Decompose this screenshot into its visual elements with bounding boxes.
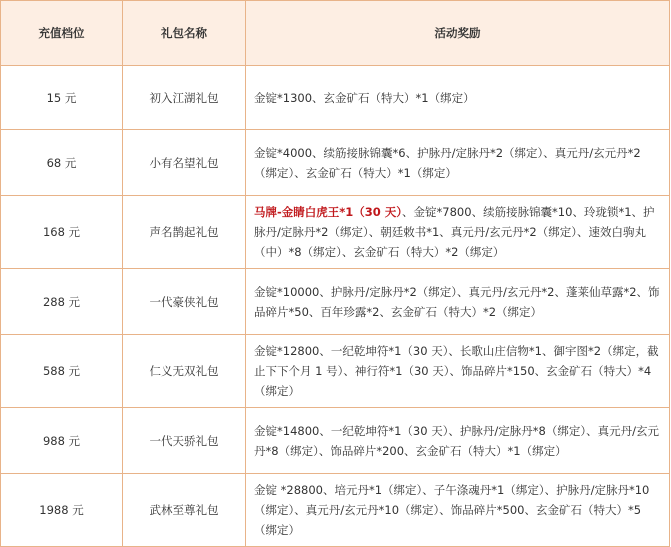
reward-cell — [246, 335, 670, 408]
package-cell: 声名鹊起礼包 — [123, 196, 246, 269]
tier-cell: 68 元 — [1, 130, 123, 196]
reward-cell — [246, 408, 670, 474]
reward-cell — [246, 269, 670, 335]
reward-text: 金锭 *28800、培元丹*1（绑定）、子午涤魂丹*1（绑定）、护脉丹/定脉丹*10（绑定）、真元丹/玄元丹*10（绑定）、饰品碎片*500、玄金矿石（特大）*5（绑定） — [254, 483, 650, 537]
table-row — [1, 130, 670, 196]
tier-cell: 1988 元 — [1, 474, 123, 547]
reward-text: 金锭*4000、续筋接脉锦囊*6、护脉丹/定脉丹*2（绑定）、真元丹/玄元丹*2（绑定）、玄金矿石（特大）*1（绑定） — [254, 145, 641, 180]
table-row — [1, 196, 670, 269]
reward-cell — [246, 130, 670, 196]
header-tier: 充值档位 — [1, 1, 123, 66]
reward-cell — [246, 66, 670, 130]
package-cell: 武林至尊礼包 — [123, 474, 246, 547]
package-cell: 仁义无双礼包 — [123, 335, 246, 408]
reward-text: 金锭*12800、一纪乾坤符*1（30 天）、长歌山庄信物*1、御宇图*2（绑定，截止下下个月 1 号）、神行符*1（30 天）、饰品碎片*150、玄金矿石（特大）*4（绑定） — [254, 344, 659, 398]
table-header-row — [1, 1, 670, 66]
reward-text: 金锭*10000、护脉丹/定脉丹*2（绑定）、真元丹/玄元丹*2、蓬莱仙草露*2、饰品碎片*50、百年珍露*2、玄金矿石（特大）*2（绑定） — [254, 284, 660, 319]
tier-cell: 168 元 — [1, 196, 123, 269]
package-cell: 一代天骄礼包 — [123, 408, 246, 474]
tier-cell: 588 元 — [1, 335, 123, 408]
table-row — [1, 474, 670, 547]
package-cell: 一代豪侠礼包 — [123, 269, 246, 335]
table-row — [1, 408, 670, 474]
header-package: 礼包名称 — [123, 1, 246, 66]
reward-text: 、金锭*7800、续筋接脉锦囊*10、玲珑锁*1、护脉丹/定脉丹*2（绑定）、朝廷敕书*1、真元丹/玄元丹*2（绑定）、速效白驹丸（中）*8（绑定）、玄金矿石（特大）*2（绑定） — [254, 205, 655, 259]
package-cell: 初入江湖礼包 — [123, 66, 246, 130]
table-row — [1, 269, 670, 335]
package-cell: 小有名望礼包 — [123, 130, 246, 196]
table-row — [1, 335, 670, 408]
tier-cell: 988 元 — [1, 408, 123, 474]
header-reward: 活动奖励 — [246, 1, 670, 66]
reward-cell — [246, 474, 670, 547]
table-row — [1, 66, 670, 130]
reward-cell — [246, 196, 670, 269]
tier-cell: 15 元 — [1, 66, 123, 130]
reward-text: 金锭*1300、玄金矿石（特大）*1（绑定） — [254, 90, 475, 105]
reward-text: 金锭*14800、一纪乾坤符*1（30 天）、护脉丹/定脉丹*8（绑定）、真元丹/玄元丹*8（绑定）、饰品碎片*200、玄金矿石（特大）*1（绑定） — [254, 423, 660, 458]
tier-cell: 288 元 — [1, 269, 123, 335]
highlight-reward-text: 马牌-金睛白虎王*1（30 天） — [254, 205, 403, 219]
